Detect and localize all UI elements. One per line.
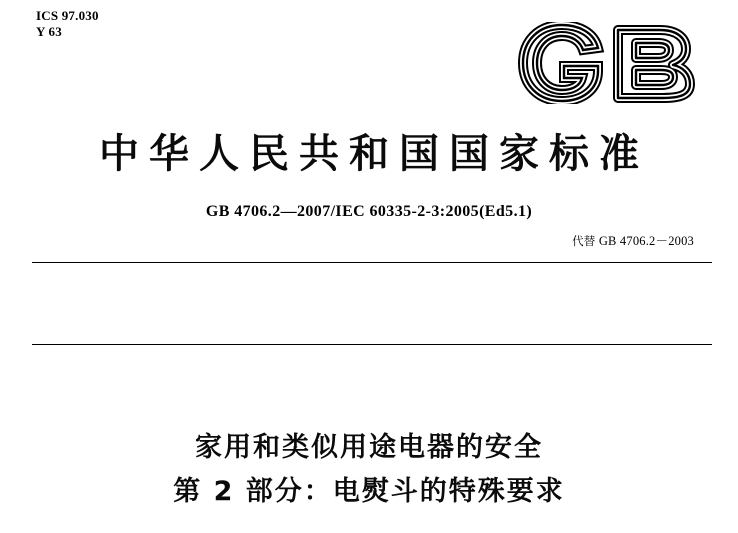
page-title-line-1: 家用和类似用途电器的安全 <box>195 432 543 463</box>
classification-code: Y 63 <box>36 24 62 40</box>
replaces-note <box>572 231 694 249</box>
classification-codes <box>36 8 99 41</box>
divider-top <box>32 262 712 263</box>
divider-bottom <box>32 344 712 345</box>
replaces-label: 代替 <box>572 234 596 248</box>
ics-code: ICS 97.030 <box>36 8 99 23</box>
gb-logo-icon <box>514 22 710 104</box>
page-title <box>0 430 738 511</box>
standard-number: GB 4706.2—2007/IEC 60335-2-3:2005(Ed5.1) <box>205 203 533 220</box>
page-title-line-2: 第 2 部分：电熨斗的特殊要求 <box>173 476 565 508</box>
replaces-standard: GB 4706.2－2003 <box>598 234 694 248</box>
national-standard-title: 中华人民共和国国家标准 <box>99 131 649 177</box>
